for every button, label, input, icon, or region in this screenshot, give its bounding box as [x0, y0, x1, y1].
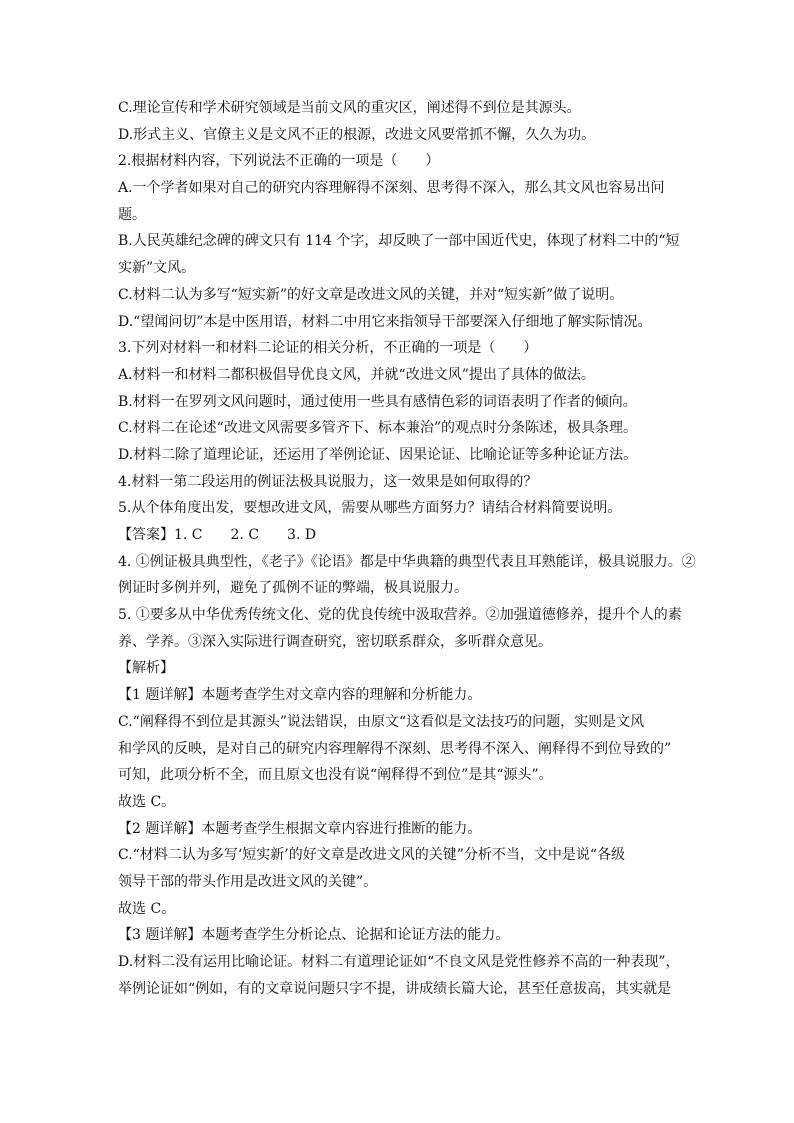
- q2-option-a-line-2: 题。: [118, 206, 146, 223]
- q2-detail-line-1: C.“材料二认为多写‘短实新’的好文章是改进文风的关键”分析不当，文中是说“各级: [118, 847, 626, 864]
- q1-choice: 故选 C。: [118, 793, 176, 810]
- answer-5-line-1: 5. ①要多从中华优秀传统文化、党的优良传统中汲取营养。②加强道德修养，提升个人的素: [118, 607, 682, 624]
- q2-option-a-line-1: A.一个学者如果对自己的研究内容理解得不深刻、思考得不深入，那么其文风也容易出问: [118, 180, 665, 197]
- q1-detail-line-3: 可知，此项分析不全，而且原文也没有说“阐释得不到位”是其“源头”。: [118, 767, 553, 784]
- answer-5-line-2: 养、学养。③深入实际进行调查研究，密切联系群众，多听群众意见。: [118, 633, 552, 650]
- q2-detail-heading: 【2 题详解】本题考查学生根据文章内容进行推断的能力。: [118, 820, 482, 837]
- answer-key: 【答案】1. C 2. C 3. D: [118, 527, 317, 543]
- answer-4-line-1: 4. ①例证极具典型性，《老子》《论语》都是中华典籍的典型代表且耳熟能详，极具说服力。②: [118, 553, 696, 570]
- q2-option-b-line-1: B.人民英雄纪念碑的碑文只有 114 个字，却反映了一部中国近代史，体现了材料二中的“短: [118, 233, 680, 250]
- q1-detail-line-1: C.“阐释得不到位是其源头”说法错误，由原文“这看似是文法技巧的问题，实则是文风: [118, 713, 645, 730]
- q1-detail-line-2: 和学风的反映，是对自己的研究内容理解得不深刻、思考得不深入、阐释得不到位导致的”: [118, 740, 672, 757]
- q3-option-b: B.材料一在罗列文风问题时，通过使用一些具有感情色彩的词语表明了作者的倾向。: [118, 393, 637, 410]
- q2-choice: 故选 C。: [118, 900, 176, 917]
- analysis-heading: 【解析】: [118, 660, 174, 677]
- q2-option-c: C.材料二认为多写“短实新”的好文章是改进文风的关键，并对“短实新”做了说明。: [118, 286, 624, 303]
- question-2-stem: 2.根据材料内容，下列说法不正确的一项是（ ）: [118, 153, 440, 170]
- q3-detail-line-2: 举例论证如“例如，有的文章说问题只字不提，讲成绩长篇大论，甚至任意拔高，其实就是: [118, 980, 672, 997]
- q2-detail-line-2: 领导干部的带头作用是改进文风的关键”。: [118, 873, 378, 890]
- q3-detail-line-1: D.材料二没有运用比喻论证。材料二有道理论证如“不良文风是党性修养不高的一种表现”，: [118, 954, 680, 970]
- q2-option-b-line-2: 实新”文风。: [118, 260, 196, 277]
- q1-detail-heading: 【1 题详解】本题考查学生对文章内容的理解和分析能力。: [118, 687, 482, 704]
- option-c-line: C.理论宣传和学术研究领域是当前文风的重灾区，阐述得不到位是其源头。: [118, 100, 581, 116]
- document-page: [118, 95, 696, 1002]
- q3-option-c: C.材料二在论述“改进文风需要多管齐下、标本兼治”的观点时分条陈述，极具条理。: [118, 420, 637, 437]
- q3-option-a: A.材料一和材料二都积极倡导优良文风，并就“改进文风”提出了具体的做法。: [118, 366, 595, 383]
- option-d-line: D.形式主义、官僚主义是文风不正的根源，改进文风要常抓不懈，久久为功。: [118, 126, 596, 143]
- q3-detail-heading: 【3 题详解】本题考查学生分析论点、论据和论证方法的能力。: [118, 927, 510, 944]
- question-3-stem: 3.下列对材料一和材料二论证的相关分析，不正确的一项是（ ）: [118, 340, 538, 357]
- q2-option-d: D.“望闻问切”本是中医用语，材料二中用它来指领导干部要深入仔细地了解实际情况。: [118, 313, 652, 330]
- q3-option-d: D.材料二除了道理论证，还运用了举例论证、因果论证、比喻论证等多种论证方法。: [118, 446, 638, 463]
- question-4-stem: 4.材料一第二段运用的例证法极具说服力，这一效果是如何取得的？: [118, 473, 538, 490]
- answer-4-line-2: 例证时多例并列，避免了孤例不证的弊端，极具说服力。: [118, 580, 468, 597]
- question-5-stem: 5.从个体角度出发，要想改进文风，需要从哪些方面努力？请结合材料简要说明。: [118, 500, 622, 517]
